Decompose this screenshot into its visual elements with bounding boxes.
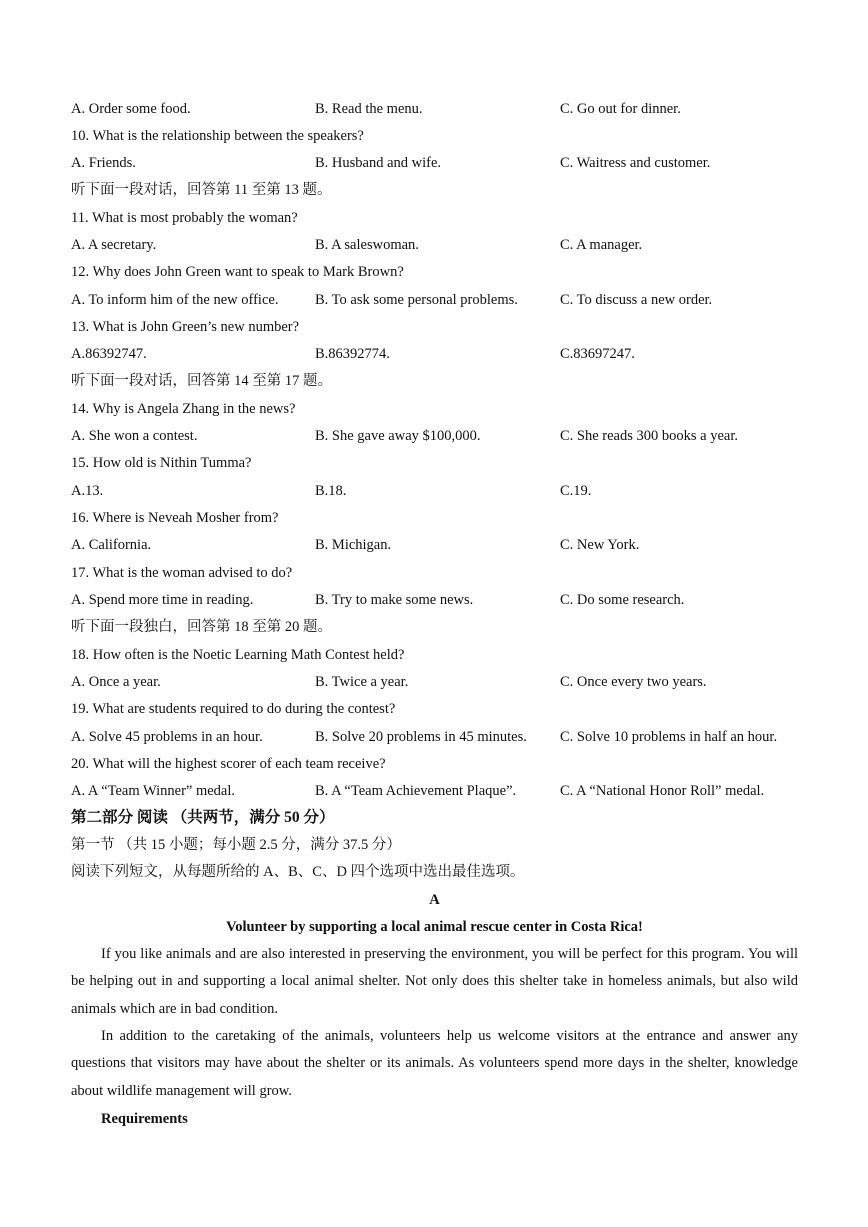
q18-option-c: C. Once every two years. <box>560 674 707 690</box>
requirements-heading: Requirements <box>101 1111 188 1127</box>
q18-options <box>71 672 798 692</box>
q14-question: 14. Why is Angela Zhang in the news? <box>71 401 296 417</box>
q20-option-c: C. A “National Honor Roll” medal. <box>560 783 765 799</box>
q20-question: 20. What will the highest scorer of each team receive? <box>71 756 386 772</box>
q16-option-c: C. New York. <box>560 537 640 553</box>
q14-options <box>71 426 798 446</box>
q13-question: 13. What is John Green’s new number? <box>71 319 300 335</box>
q18-question: 18. How often is the Noetic Learning Math Contest held? <box>71 647 405 663</box>
q11-options <box>71 235 798 255</box>
q10-options <box>71 153 798 173</box>
q13-options <box>71 344 798 364</box>
q19-question: 19. What are students required to do during the contest? <box>71 701 396 717</box>
q16-options <box>71 535 798 555</box>
q9-options <box>71 99 798 119</box>
part2-instruction: 阅读下列短文，从每题所给的 A、B、C、D 四个选项中选出最佳选项。 <box>71 864 525 880</box>
passage-paragraph-2: In addition to the caretaking of the animals, volunteers help us welcome visitors at the entrance and answer any questions that visitors may have about the shelter or its animals. As volunteers spend more days in the shelter, knowledge about wildlife management will grow. <box>71 1028 798 1099</box>
q11-option-b: B. A saleswoman. <box>315 237 419 253</box>
passage-paragraph-1: If you like animals and are also interested in preserving the environment, you will be perfect for this program. You will be helping out in and supporting a local animal shelter. Not only does this shelter take in homeless animals, but also wild animals which are in bad condition. <box>71 946 798 1017</box>
q12-option-b: B. To ask some personal problems. <box>315 292 518 308</box>
q19-options <box>71 727 798 747</box>
q12-option-c: C. To discuss a new order. <box>560 292 713 308</box>
q14-option-b: B. She gave away $100,000. <box>315 428 481 444</box>
q11-option-a: A. A secretary. <box>71 237 157 253</box>
instruction-14-17: 听下面一段对话，回答第 14 至第 17 题。 <box>71 373 332 389</box>
q16-question: 16. Where is Neveah Mosher from? <box>71 510 279 526</box>
q15-option-c: C.19. <box>560 483 592 499</box>
q12-question: 12. Why does John Green want to speak to Mark Brown? <box>71 264 404 280</box>
q20-option-a: A. A “Team Winner” medal. <box>71 783 236 799</box>
q10-question: 10. What is the relationship between the speakers? <box>71 128 364 144</box>
q19-option-b: B. Solve 20 problems in 45 minutes. <box>315 729 527 745</box>
q20-options <box>71 781 798 801</box>
q13-option-b: B.86392774. <box>315 346 390 362</box>
q9-option-c: C. Go out for dinner. <box>560 101 681 117</box>
q14-option-c: C. She reads 300 books a year. <box>560 428 738 444</box>
q12-option-a: A. To inform him of the new office. <box>71 292 279 308</box>
q10-option-a: A. Friends. <box>71 155 136 171</box>
q17-question: 17. What is the woman advised to do? <box>71 565 293 581</box>
q15-option-b: B.18. <box>315 483 347 499</box>
part2-section1: 第一节 （共 15 小题；每小题 2.5 分，满分 37.5 分） <box>71 837 401 853</box>
q17-option-a: A. Spend more time in reading. <box>71 592 254 608</box>
q20-option-b: B. A “Team Achievement Plaque”. <box>315 783 517 799</box>
passage-title: Volunteer by supporting a local animal rescue center in Costa Rica! <box>226 919 643 935</box>
instruction-18-20: 听下面一段独白，回答第 18 至第 20 题。 <box>71 619 332 635</box>
q9-option-b: B. Read the menu. <box>315 101 423 117</box>
passage-label: A <box>429 892 440 908</box>
q15-question: 15. How old is Nithin Tumma? <box>71 455 252 471</box>
q13-option-a: A.86392747. <box>71 346 147 362</box>
q16-option-b: B. Michigan. <box>315 537 392 553</box>
q17-options <box>71 590 798 610</box>
q11-option-c: C. A manager. <box>560 237 643 253</box>
q17-option-b: B. Try to make some news. <box>315 592 474 608</box>
q12-options <box>71 290 798 310</box>
q18-option-a: A. Once a year. <box>71 674 161 690</box>
q11-question: 11. What is most probably the woman? <box>71 210 298 226</box>
instruction-11-13: 听下面一段对话，回答第 11 至第 13 题。 <box>71 182 332 198</box>
q15-options <box>71 481 798 501</box>
q10-option-b: B. Husband and wife. <box>315 155 442 171</box>
q19-option-c: C. Solve 10 problems in half an hour. <box>560 729 778 745</box>
q19-option-a: A. Solve 45 problems in an hour. <box>71 729 263 745</box>
q13-option-c: C.83697247. <box>560 346 635 362</box>
part2-title: 第二部分 阅读 （共两节，满分 50 分） <box>71 809 335 826</box>
q16-option-a: A. California. <box>71 537 152 553</box>
q15-option-a: A.13. <box>71 483 104 499</box>
q18-option-b: B. Twice a year. <box>315 674 409 690</box>
q17-option-c: C. Do some research. <box>560 592 685 608</box>
q14-option-a: A. She won a contest. <box>71 428 198 444</box>
q9-option-a: A. Order some food. <box>71 101 191 117</box>
q10-option-c: C. Waitress and customer. <box>560 155 711 171</box>
